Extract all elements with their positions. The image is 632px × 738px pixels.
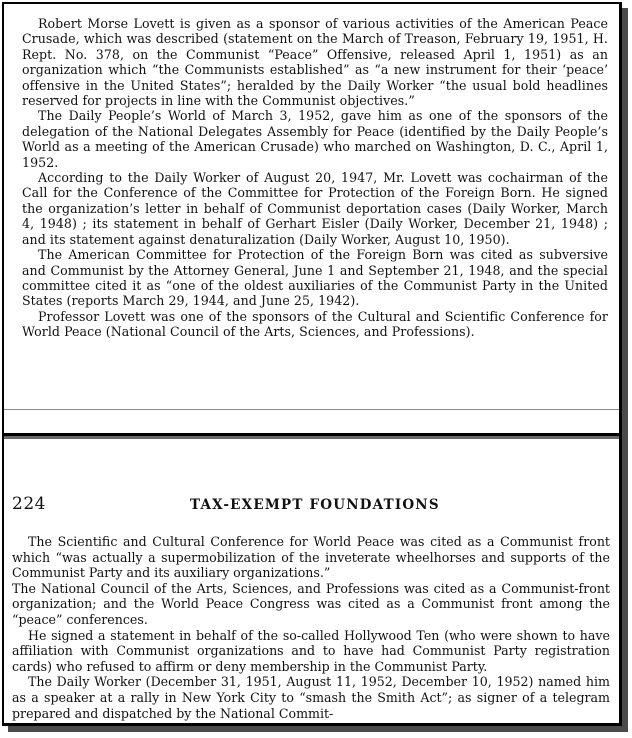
bottom-paragraph-2: The National Council of the Arts, Sciences, and Professions was cited as a Communist-front organization; and the World Peace Congress was cited as a Communist front among the “peace” conferences. — [12, 580, 610, 627]
top-paragraph-1: Robert Morse Lovett is given as a sponsor of various activities of the American Peace Crusade, which was described (statement on the March of Treason, February 19, 1951, H. Rept. No. 378, on the Communist “Peace” Offensive, released April 1, 1951) as an organization which “the Communists established” as “a new instrument for their ‘peace’ offensive in the United States”; heralded by the Daily Worker “the usual bold headlines reserved for projects in line with the Communist objectives.” — [22, 16, 608, 109]
top-paragraph-2: The Daily People’s World of March 3, 1952, gave him as one of the sponsors of the delegation of the National Delegates Assembly for Peace (identified by the Daily People’s World as a meeting of the American Crusade) who marched on Washington, D. C., April 1, 1952. — [22, 108, 608, 170]
excerpt-divider-edge — [4, 409, 620, 410]
top-paragraph-3: According to the Daily Worker of August 20, 1947, Mr. Lovett was cochairman of the Call for the Conference of the Committee for Protection of the Foreign Born. He signed the organization’s letter in behalf of Communist deportation cases (Daily Worker, March 4, 1948) ; its statement in behalf of Gerhart Eisler (Daily Worker, December 21, 1948) ; and its statement against denaturalization (Daily Worker, August 10, 1950). — [22, 170, 608, 247]
top-paragraph-5: Professor Lovett was one of the sponsors of the Cultural and Scientific Conference for World Peace (National Council of the Arts, Sciences, and Professions). — [22, 308, 608, 340]
page-shadow-bottom — [8, 726, 628, 732]
running-head: TAX-EXEMPT FOUNDATIONS — [190, 497, 440, 513]
bottom-paragraph-3: He signed a statement in behalf of the so-called Hollywood Ten (who were shown to have affiliation with Communist organizations and to have had Communist Party registration cards) who refused to affirm or deny membership in the Communist Party. — [12, 627, 610, 674]
page-shadow-right — [622, 8, 628, 732]
bottom-paragraph-4: The Daily Worker (December 31, 1951, August 11, 1952, December 10, 1952) named him as a speaker at a rally in New York City to “smash the Smith Act”; as signer of a telegram prepared and dispatched by the National Commit- — [12, 674, 610, 721]
page-header — [12, 494, 618, 516]
document-frame — [2, 2, 622, 726]
page-number: 224 — [12, 494, 46, 514]
bottom-paragraph-1: The Scientific and Cultural Conference for World Peace was cited as a Communist front which “was actually a supermobilization of the inveterate wheelhorses and supports of the Communist Party and its auxiliary organizations.” — [12, 534, 610, 581]
top-paragraph-4: The American Committee for Protection of the Foreign Born was cited as subversive and Communist by the Attorney General, June 1 and September 21, 1948, and the special committee cited it as “one of the oldest auxiliaries of the Communist Party in the United States (reports March 29, 1944, and June 25, 1942). — [22, 247, 608, 309]
excerpt-divider — [4, 433, 620, 436]
top-excerpt — [22, 16, 608, 340]
bottom-excerpt — [12, 534, 610, 721]
